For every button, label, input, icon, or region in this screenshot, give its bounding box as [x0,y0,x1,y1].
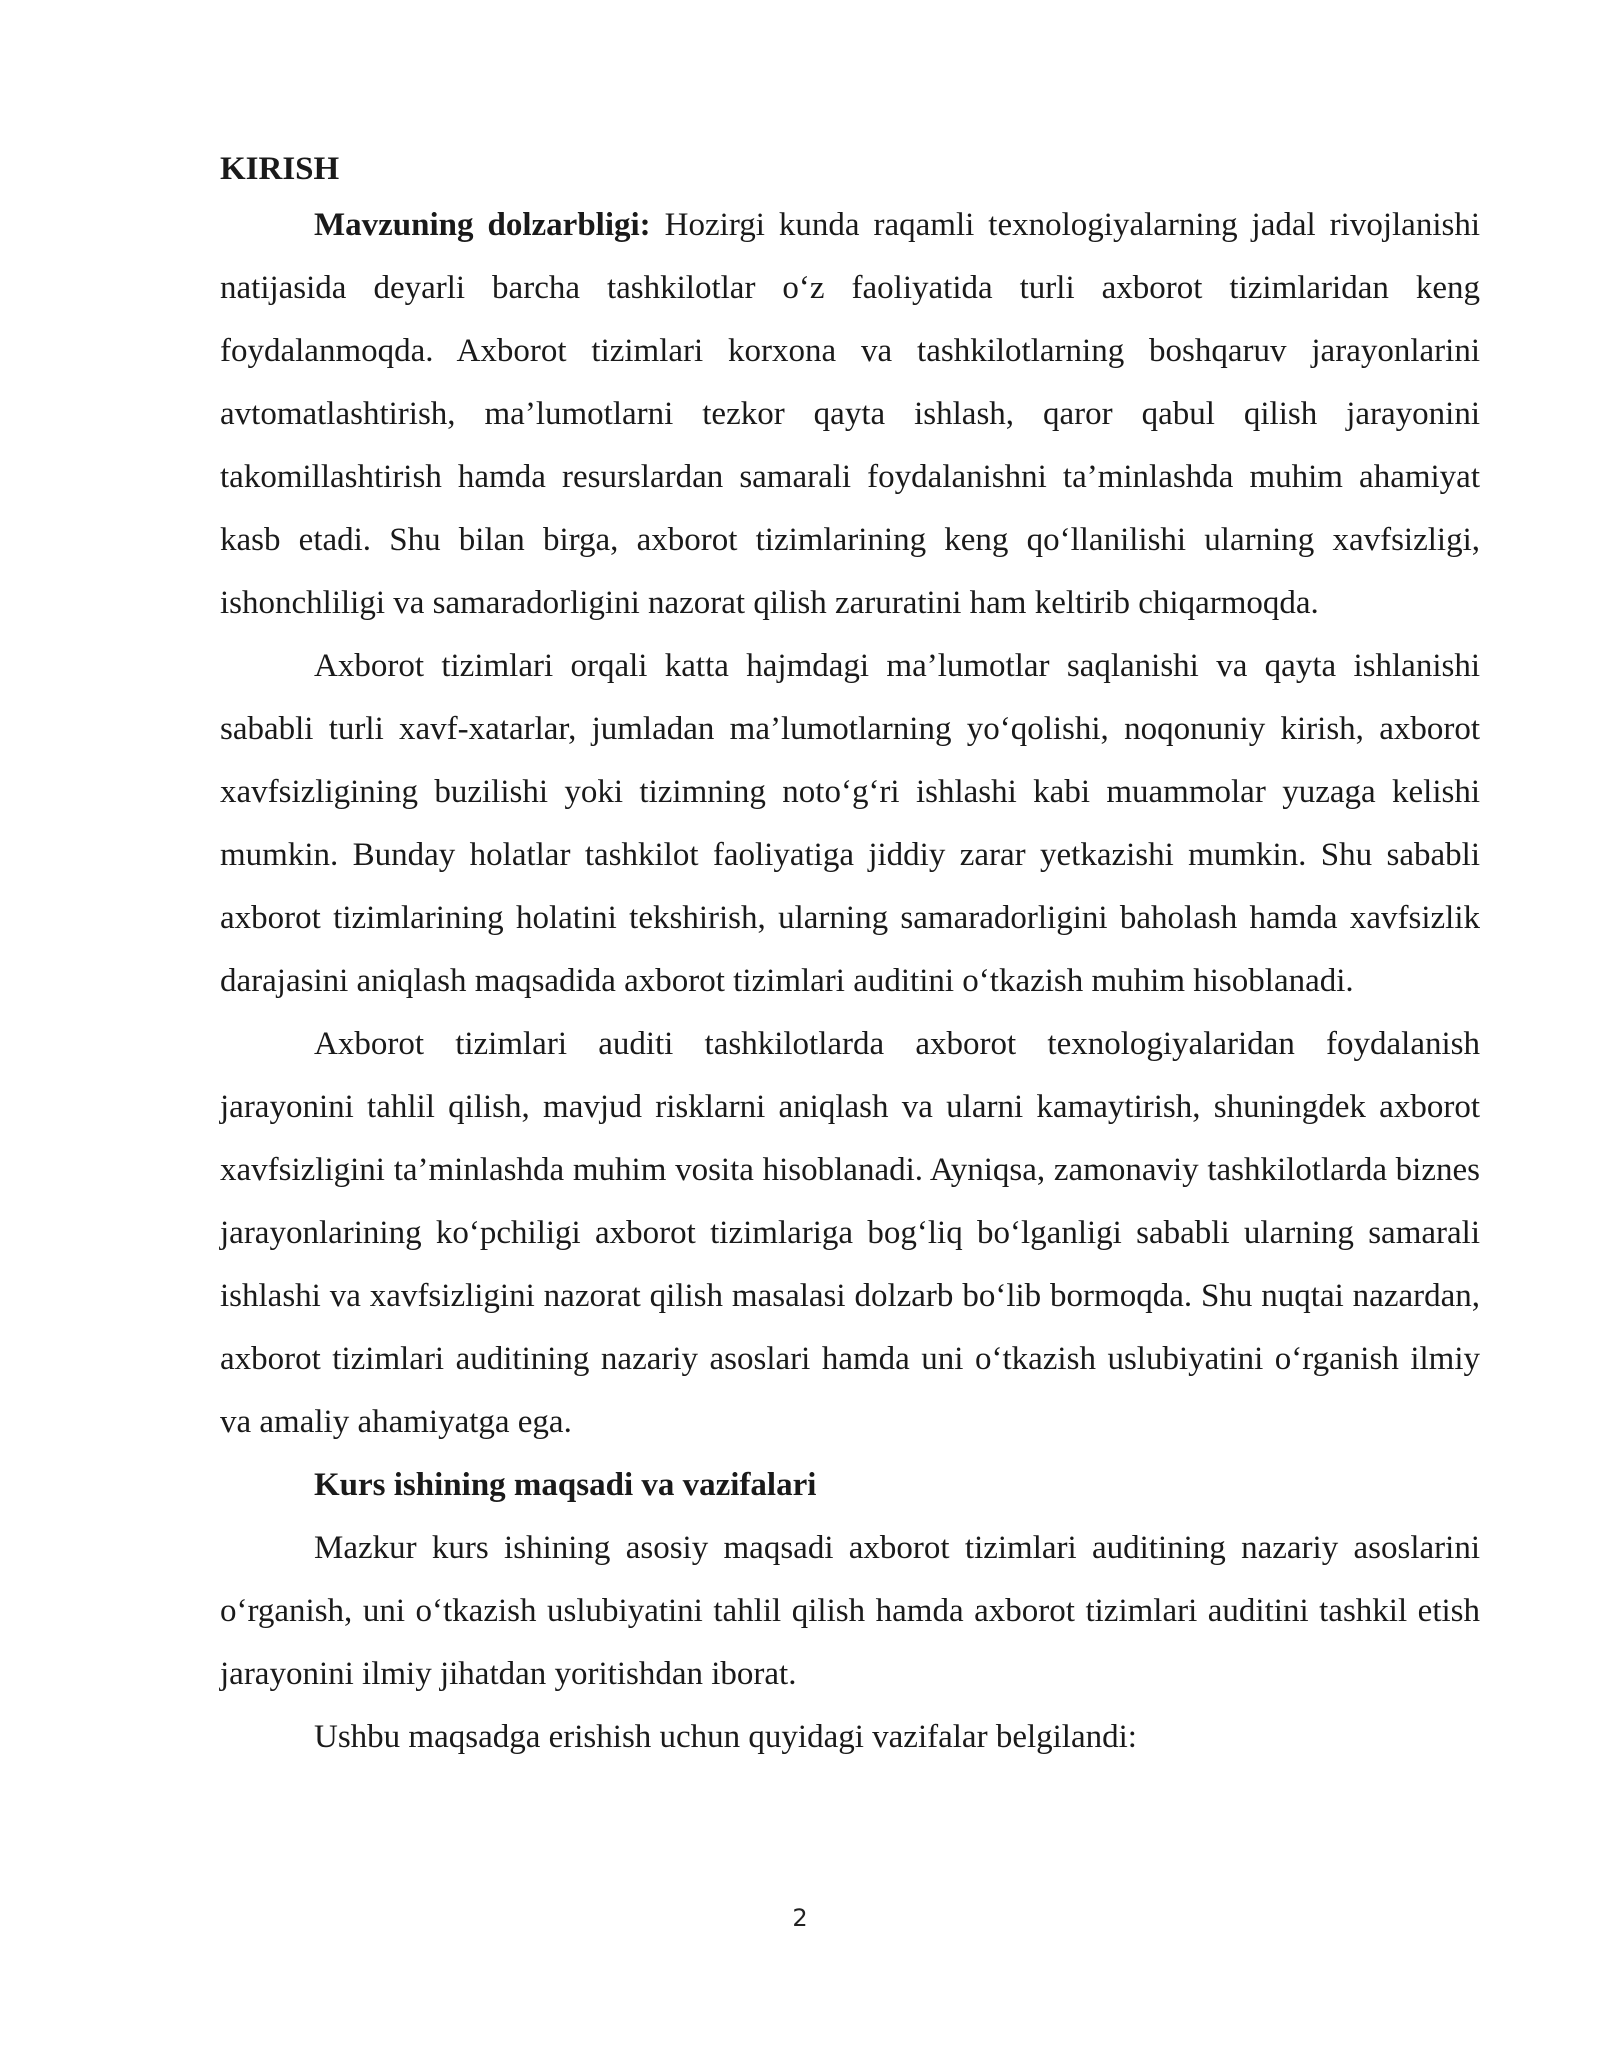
section-heading: KIRISH [220,151,340,187]
paragraph-goal: Mazkur kurs ishining asosiy maqsadi axborot tizimlari auditining nazariy asoslarini o‘rganish, uni o‘tkazish uslubiyatini tahlil qilish hamda axborot tizimlari auditini tashkil etish jarayonini ilmiy jihatdan yoritishdan iborat. [220,1530,1480,1692]
relevance-text: Hozirgi kunda raqamli texnologiyalarning jadal rivojlanishi natijasida deyarli barcha tashkilotlar o‘z faoliyatida turli axborot tizimlaridan keng foydalanmoqda. Axborot tizimlari korxona va tashkilotlarning boshqaruv jarayonlarini avtomatlashtirish, ma’lumotlarni tezkor qayta ishlash, qaror qabul qilish jarayonini takomillashtirish hamda resurslardan samarali foydalanishni ta’minlashda muhim ahamiyat kasb etadi. Shu bilan birga, axborot tizimlarining keng qo‘llanilishi ularning xavfsizligi, ishonchliligi va samaradorligini nazorat qilish zaruratini ham keltirib chiqarmoqda. [220,207,1481,621]
paragraph-risks: Axborot tizimlari orqali katta hajmdagi ma’lumotlar saqlanishi va qayta ishlanishi sababli turli xavf-xatarlar, jumladan ma’lumotlarning yo‘qolishi, noqonuniy kirish, axborot xavfsizligining buzilishi yoki tizimning noto‘g‘ri ishlashi kabi muammolar yuzaga kelishi mumkin. Bunday holatlar tashkilot faoliyatiga jiddiy zarar yetkazishi mumkin. Shu sababli axborot tizimlarining holatini tekshirish, ularning samaradorligini baholash hamda xavfsizlik darajasini aniqlash maqsadida axborot tizimlari auditini o‘tkazish muhim hisoblanadi. [220,648,1480,999]
paragraph-tasks-intro: Ushbu maqsadga erishish uchun quyidagi vazifalar belgilandi: [314,1719,1137,1755]
paragraph-relevance [220,194,1480,635]
relevance-lead: Mavzuning dolzarbligi: [314,207,651,243]
page-number: 2 [792,1904,808,1932]
paragraph-audit: Axborot tizimlari auditi tashkilotlarda axborot texnologiyalaridan foydalanish jarayonini tahlil qilish, mavjud risklarni aniqlash va ularni kamaytirish, shuningdek axborot xavfsizligini ta’minlashda muhim vosita hisoblanadi. Ayniqsa, zamonaviy tashkilotlarda biznes jarayonlarining ko‘pchiligi axborot tizimlariga bog‘liq bo‘lganligi sababli ularning samarali ishlashi va xavfsizligini nazorat qilish masalasi dolzarb bo‘lib bormoqda. Shu nuqtai nazardan, axborot tizimlari auditining nazariy asoslari hamda uni o‘tkazish uslubiyatini o‘rganish ilmiy va amaliy ahamiyatga ega. [220,1026,1480,1440]
subheading-goals: Kurs ishining maqsadi va vazifalari [314,1467,817,1503]
document-page [220,148,1480,1769]
